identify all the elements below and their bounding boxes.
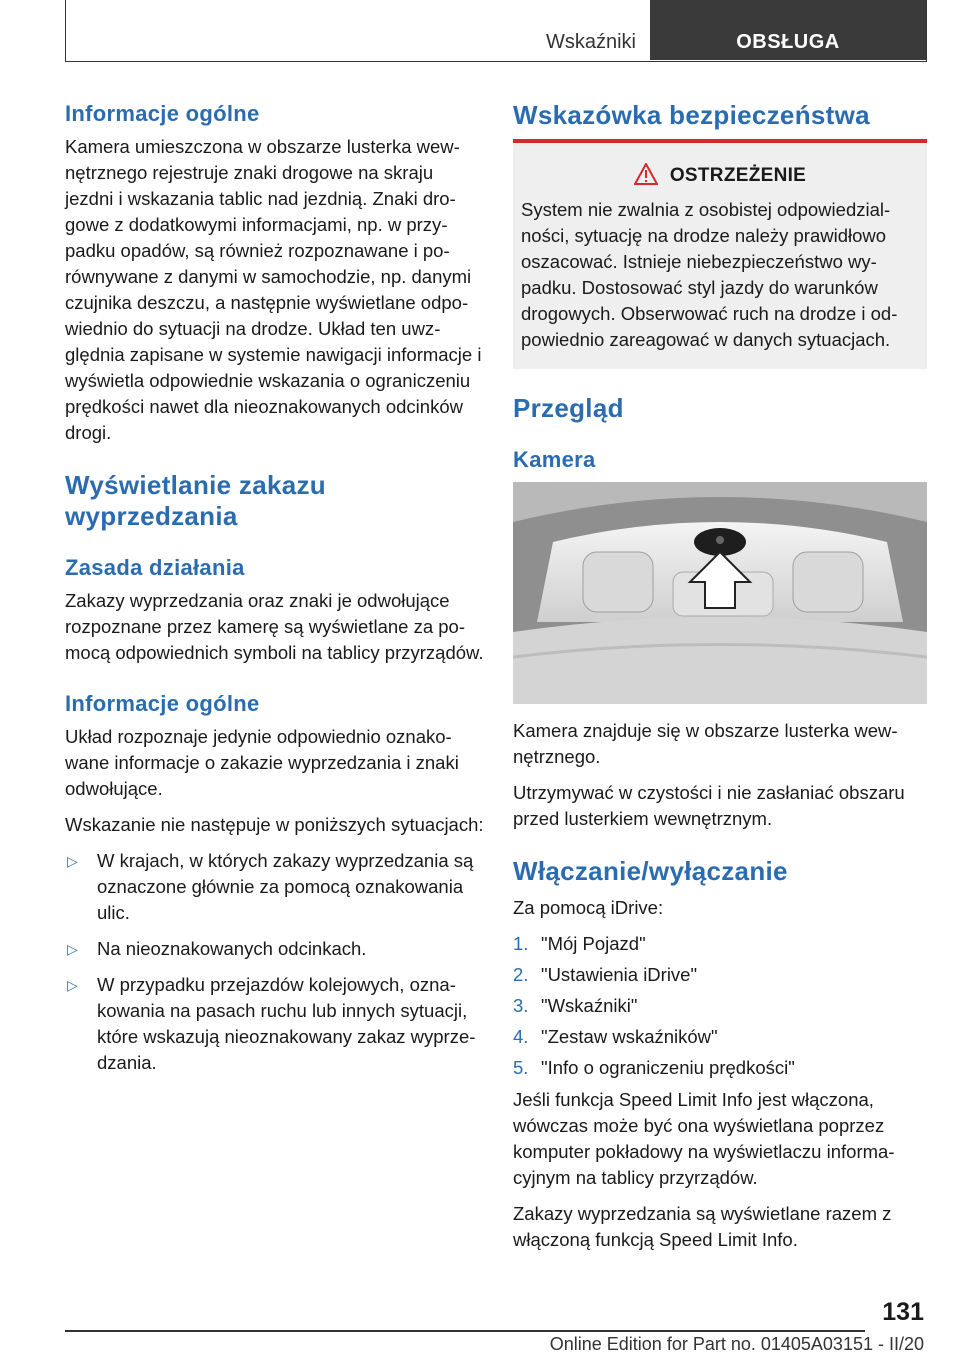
- limitations-list: [65, 848, 485, 1076]
- list-item: ▷ Na nieoznakowanych odcinkach.: [65, 936, 485, 962]
- step-item: 5. "Info o ograniczeniu prędkości": [513, 1057, 795, 1078]
- heading-safety-note: Wskazówka bezpieczeństwa: [513, 100, 870, 130]
- left-column: [65, 100, 485, 1086]
- triangle-bullet-icon: ▷: [67, 941, 78, 957]
- warning-text: System nie zwalnia z osobistej odpowiedzialności, sytuację na drodze należy prawidłowo oszacować. Istnieje niebezpieczeństwo wypadku. Dostosować styl jazdy do warunków drogowych. Obserwować ruch na drodze i odpowiednio zareagować w danych sytuacjach.: [521, 199, 898, 350]
- triangle-bullet-icon: ▷: [67, 853, 78, 869]
- heading-general-info: Informacje ogólne: [65, 101, 260, 126]
- heading-general-info-2: Informacje ogólne: [65, 691, 260, 716]
- warning-box: [513, 139, 927, 369]
- paragraph-camera-1: Kamera znajduje się w obszarze lusterka wewnętrznego.: [513, 720, 898, 767]
- paragraph-info-2a: Układ rozpoznaje jedynie odpowiednio oznakowane informacje o zakazie wyprzedzania i znaki odwołujące.: [65, 726, 459, 799]
- page-header: [65, 0, 927, 62]
- page-number: 131: [882, 1298, 924, 1326]
- paragraph-idrive: Za pomocą iDrive:: [513, 897, 664, 918]
- heading-principle: Zasada działania: [65, 555, 245, 580]
- list-item: ▷ W krajach, w których zakazy wyprzedzania są oznaczone głównie za pomocą oznakowania ulic.: [67, 850, 474, 923]
- footer-edition: Online Edition for Part no. 01405A03151 - II/20: [549, 1334, 924, 1354]
- paragraph-general-info: Kamera umieszczona w obszarze lusterka wewnętrznego rejestruje znaki drogowe na skraju jezdni i wskazania tablic nad jezdnią. Znaki drogowe z dodatkowymi informacjami, np. w przypadku opadów, są również rozpoznawane i porównywane z danymi w samochodzie, np. danymi czujnika deszczu, a następnie wyświetlane odpowiednio do sytuacji na drodze. Układ ten uwzględnia zapisane w systemie nawigacji informacje i wyświetla odpowiednie wskazania o ograniczeniu prędkości nawet dla nieoznakowanych odcinków drogi.: [65, 136, 482, 443]
- footer-divider: [65, 1330, 865, 1332]
- list-item: ▷ W przypadku przejazdów kolejowych, oznakowania na pasach ruchu lub innych sytuacji, które wskazują nieoznakowany zakaz wyprzedzania.: [67, 974, 476, 1073]
- heading-overview: Przegląd: [513, 393, 624, 423]
- step-item: 1. "Mój Pojazd": [513, 933, 646, 954]
- paragraph-camera-2: Utrzymywać w czystości i nie zasłaniać obszaru przed lusterkiem wewnętrznym.: [513, 782, 905, 829]
- heading-camera: Kamera: [513, 447, 596, 472]
- step-item: 2. "Ustawienia iDrive": [513, 964, 698, 985]
- idrive-steps: [513, 931, 927, 1081]
- right-column: [513, 100, 927, 1263]
- paragraph-info-2b: Wskazanie nie następuje w poniższych sytuacjach:: [65, 814, 484, 835]
- heading-overtaking-display: Wyświetlanie zakazu wyprzedzania: [65, 470, 326, 531]
- warning-triangle-icon: [634, 163, 658, 185]
- triangle-bullet-icon: ▷: [67, 977, 78, 993]
- warning-title: OSTRZEŻENIE: [669, 165, 807, 186]
- step-item: 4. "Zestaw wskaźników": [513, 1026, 718, 1047]
- warning-header: [521, 163, 919, 187]
- header-chapter-tab: OBSŁUGA: [650, 0, 926, 60]
- paragraph-speed-limit-1: Jeśli funkcja Speed Limit Info jest włączona, wówczas może być ona wyświetlana poprzez komputer pokładowy na wyświetlaczu informacyjnym na tablicy przyrządów.: [513, 1089, 895, 1188]
- step-item: 3. "Wskaźniki": [513, 995, 638, 1016]
- paragraph-speed-limit-2: Zakazy wyprzedzania są wyświetlane razem z włączoną funkcją Speed Limit Info.: [513, 1203, 892, 1250]
- header-section-title: Wskaźniki: [545, 31, 636, 53]
- camera-location-photo: [513, 482, 927, 704]
- heading-on-off: Włączanie/wyłączanie: [513, 856, 788, 886]
- paragraph-principle: Zakazy wyprzedzania oraz znaki je odwołujące rozpoznane przez kamerę są wyświetlane za pomocą odpowiednich symboli na tablicy przyrządów.: [65, 590, 484, 663]
